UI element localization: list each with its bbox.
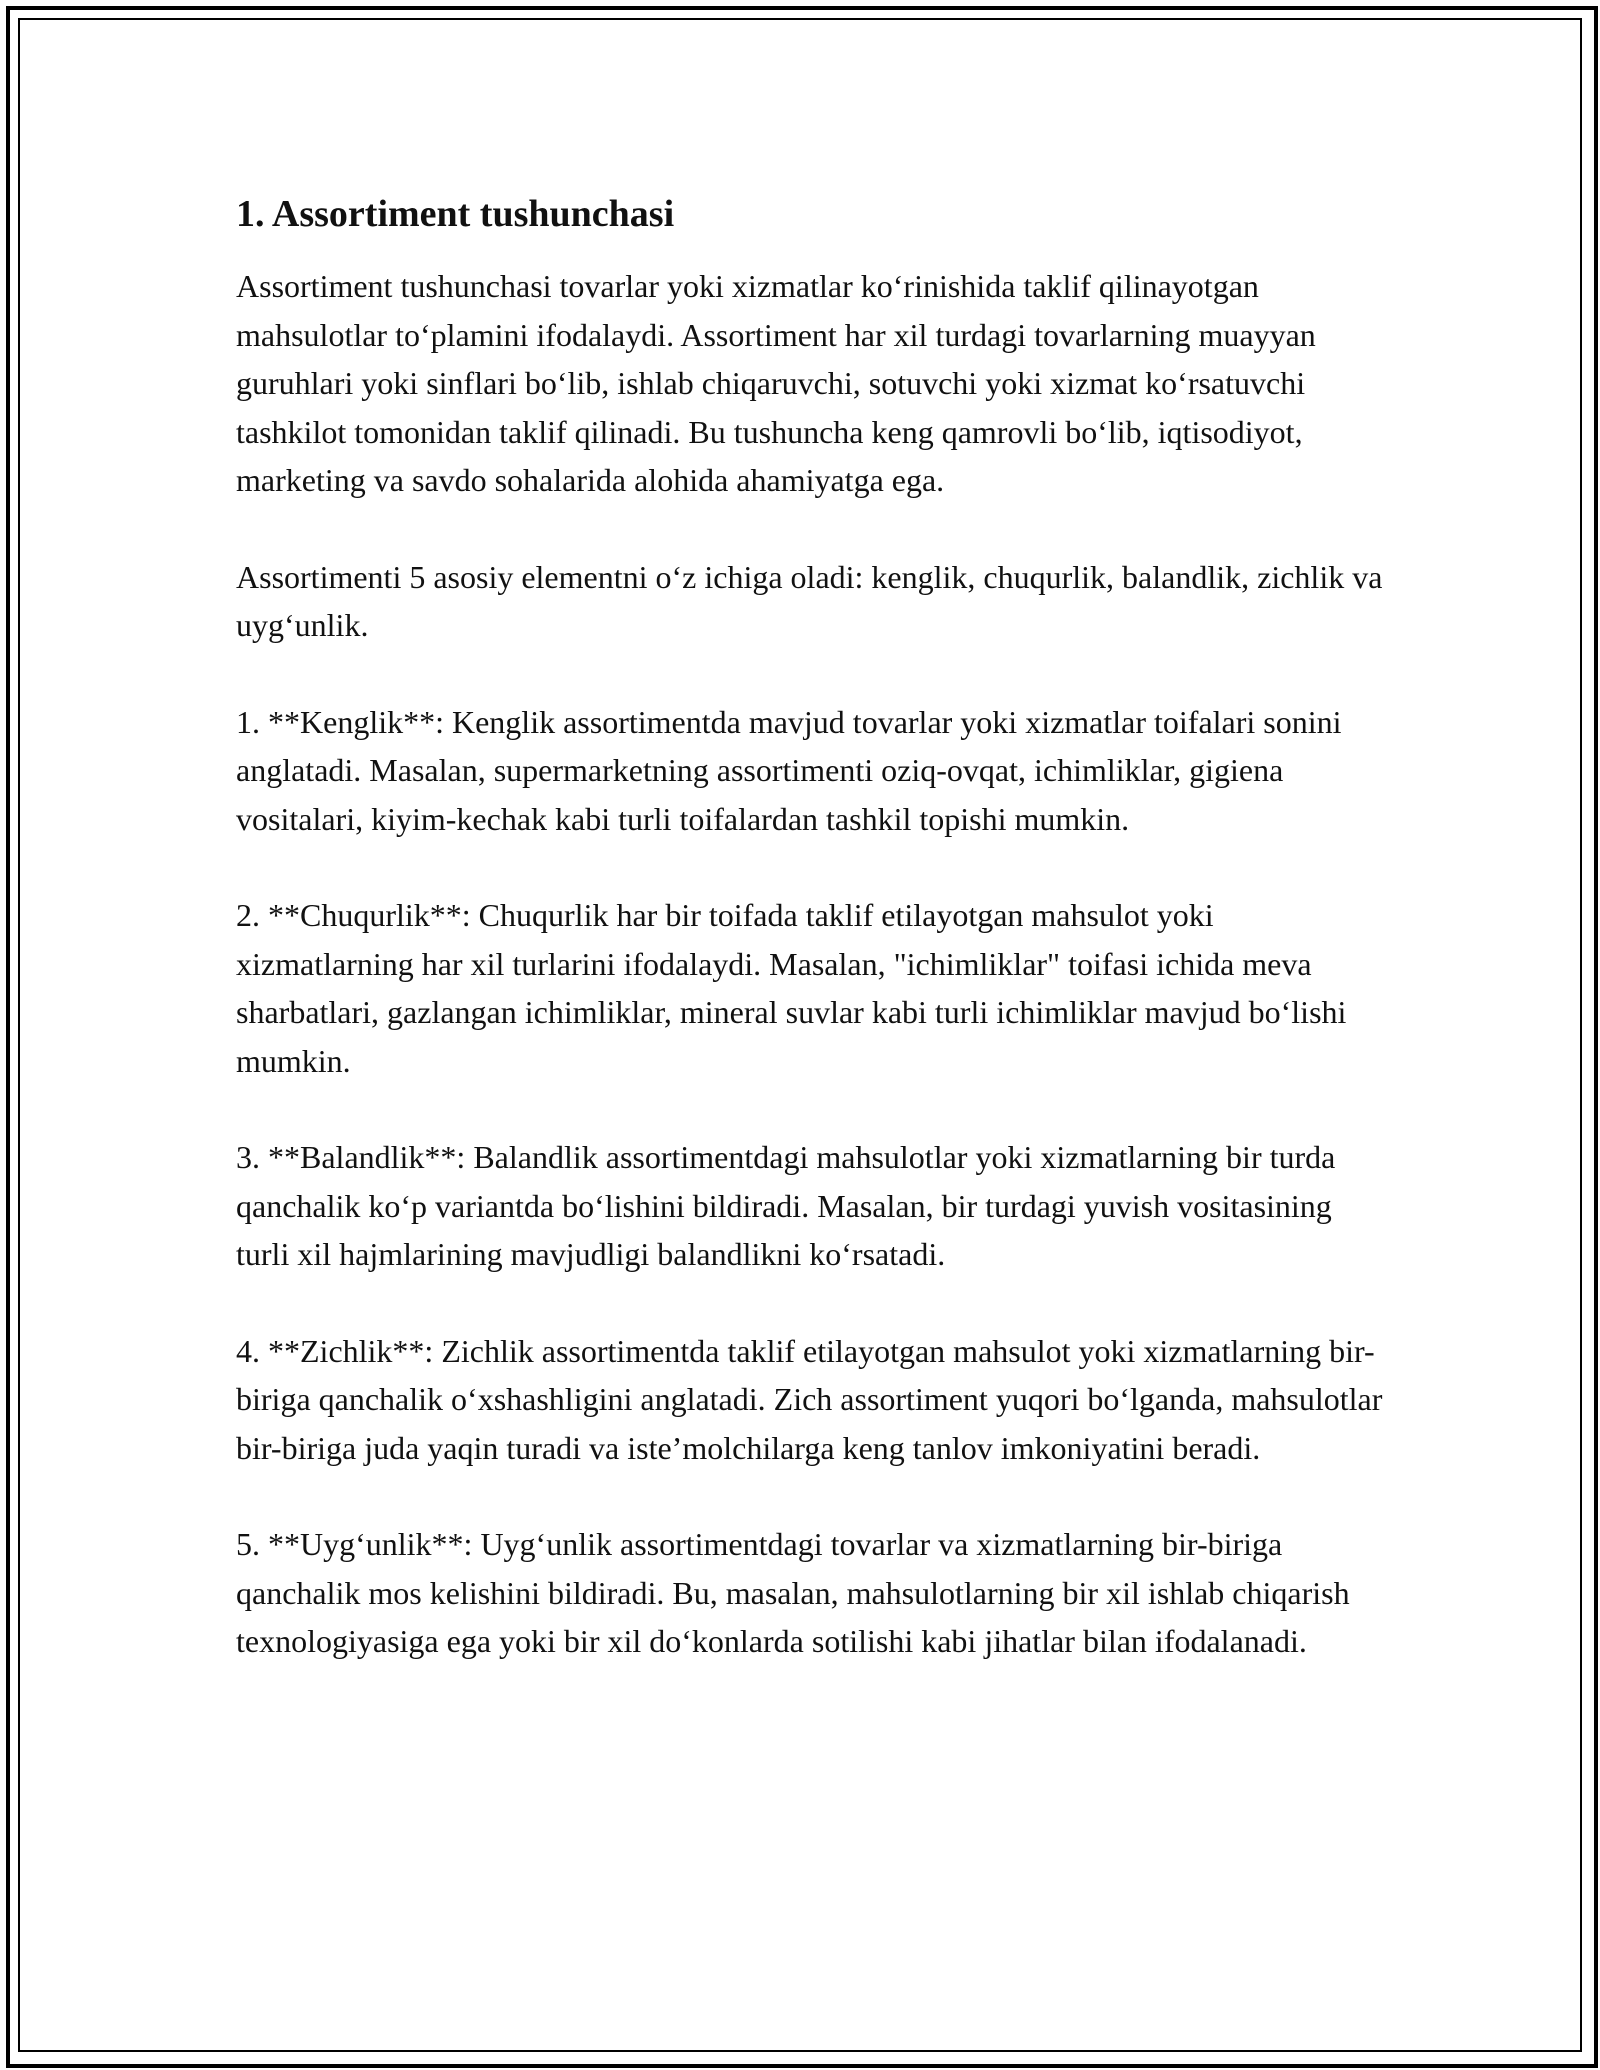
list-item-kenglik: 1. **Kenglik**: Kenglik assortimentda mavjud tovarlar yoki xizmatlar toifalari sonini anglatadi. Masalan, supermarketning assortimenti oziq-ovqat, ichimliklar, gigiena vositalari, kiyim-kechak kabi turli toifalardan tashkil topishi mumkin. <box>236 703 1342 837</box>
list-item-chuqurlik: 2. **Chuqurlik**: Chuqurlik har bir toifada taklif etilayotgan mahsulot yoki xizmatlarning har xil turlarini ifodalaydi. Masalan, "ichimliklar" toifasi ichida meva sharbatlari, gazlangan ichimliklar, mineral suvlar kabi turli ichimliklar mavjud boʻlishi mumkin. <box>236 897 1347 1079</box>
list-item-balandlik: 3. **Balandlik**: Balandlik assortimentdagi mahsulotlar yoki xizmatlarning bir turda qanchalik koʻp variantda boʻlishini bildiradi. Masalan, bir turdagi yuvish vositasining turli xil hajmlarining mavjudligi balandlikni koʻrsatadi. <box>236 1139 1336 1272</box>
list-item-zichlik: 4. **Zichlik**: Zichlik assortimentda taklif etilayotgan mahsulot yoki xizmatlarning bir-biriga qanchalik oʻxshashligini anglatadi. Zich assortiment yuqori boʻlganda, mahsulotlar bir-biriga juda yaqin turadi va isteʼmolchilarga keng tanlov imkoniyatini beradi. <box>236 1332 1383 1466</box>
elements-summary-paragraph: Assortimenti 5 asosiy elementni oʻz ichiga oladi: kenglik, chuqurlik, balandlik, zichlik va uygʻunlik. <box>236 558 1383 643</box>
section-heading: 1. Assortiment tushunchasi <box>236 193 675 235</box>
list-item-uygunlik: 5. **Uygʻunlik**: Uygʻunlik assortimentdagi tovarlar va xizmatlarning bir-biriga qanchalik mos kelishini bildiradi. Bu, masalan, mahsulotlarning bir xil ishlab chiqarish texnologiyasiga ega yoki bir xil doʻkonlarda sotilishi kabi jihatlar bilan ifodalanadi. <box>236 1526 1350 1659</box>
document-body <box>236 190 1386 1714</box>
intro-paragraph: Assortiment tushunchasi tovarlar yoki xizmatlar koʻrinishida taklif qilinayotgan mahsulotlar toʻplamini ifodalaydi. Assortiment har xil turdagi tovarlarning muayyan guruhlari yoki sinflari boʻlib, ishlab chiqaruvchi, sotuvchi yoki xizmat koʻrsatuvchi tashkilot tomonidan taklif qilinadi. Bu tushuncha keng qamrovli boʻlib, iqtisodiyot, marketing va savdo sohalarida alohida ahamiyatga ega. <box>236 268 1316 498</box>
